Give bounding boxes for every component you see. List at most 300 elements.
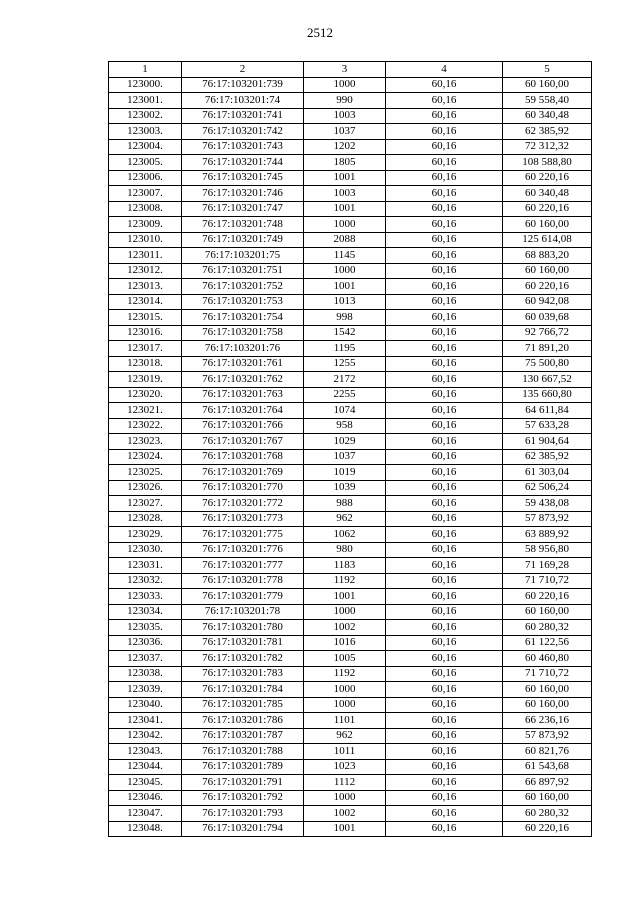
cadastral-number-cell: 76:17:103201:746 [182,186,304,202]
area-cell: 1192 [304,666,386,682]
table-row [109,635,592,651]
row-number-cell: 123009. [109,217,182,233]
cadastral-number-cell: 76:17:103201:769 [182,465,304,481]
area-cell: 1037 [304,449,386,465]
amount-cell: 66 897,92 [503,775,592,791]
rate-cell: 60,16 [386,341,503,357]
table-row [109,418,592,434]
amount-cell: 62 506,24 [503,480,592,496]
area-cell: 1000 [304,682,386,698]
table-row [109,589,592,605]
area-cell: 962 [304,728,386,744]
area-cell: 1019 [304,465,386,481]
table-row [109,759,592,775]
cadastral-number-cell: 76:17:103201:787 [182,728,304,744]
area-cell: 990 [304,93,386,109]
table-row [109,248,592,264]
row-number-cell: 123010. [109,232,182,248]
table-body [109,77,592,837]
area-cell: 1101 [304,713,386,729]
area-cell: 1000 [304,790,386,806]
rate-cell: 60,16 [386,573,503,589]
rate-cell: 60,16 [386,108,503,124]
rate-cell: 60,16 [386,682,503,698]
row-number-cell: 123024. [109,449,182,465]
rate-cell: 60,16 [386,744,503,760]
rate-cell: 60,16 [386,496,503,512]
row-number-cell: 123046. [109,790,182,806]
rate-cell: 60,16 [386,775,503,791]
row-number-cell: 123022. [109,418,182,434]
cadastral-number-cell: 76:17:103201:777 [182,558,304,574]
table-row [109,697,592,713]
table-row [109,465,592,481]
rate-cell: 60,16 [386,356,503,372]
cadastral-number-cell: 76:17:103201:763 [182,387,304,403]
rate-cell: 60,16 [386,232,503,248]
table-row [109,124,592,140]
rate-cell: 60,16 [386,465,503,481]
amount-cell: 57 873,92 [503,511,592,527]
cadastral-number-cell: 76:17:103201:751 [182,263,304,279]
cadastral-number-cell: 76:17:103201:744 [182,155,304,171]
table-row [109,542,592,558]
row-number-cell: 123005. [109,155,182,171]
table-row [109,217,592,233]
area-cell: 958 [304,418,386,434]
table-row [109,790,592,806]
table-row [109,573,592,589]
amount-cell: 62 385,92 [503,124,592,140]
rate-cell: 60,16 [386,186,503,202]
rate-cell: 60,16 [386,139,503,155]
rate-cell: 60,16 [386,620,503,636]
area-cell: 1016 [304,635,386,651]
rate-cell: 60,16 [386,480,503,496]
cadastral-number-cell: 76:17:103201:753 [182,294,304,310]
rate-cell: 60,16 [386,806,503,822]
cadastral-number-cell: 76:17:103201:791 [182,775,304,791]
area-cell: 1001 [304,279,386,295]
amount-cell: 68 883,20 [503,248,592,264]
rate-cell: 60,16 [386,449,503,465]
amount-cell: 61 904,64 [503,434,592,450]
row-number-cell: 123004. [109,139,182,155]
amount-cell: 60 821,76 [503,744,592,760]
rate-cell: 60,16 [386,124,503,140]
area-cell: 1029 [304,434,386,450]
rate-cell: 60,16 [386,403,503,419]
row-number-cell: 123021. [109,403,182,419]
table-row [109,480,592,496]
amount-cell: 60 280,32 [503,806,592,822]
cadastral-number-cell: 76:17:103201:794 [182,821,304,837]
table-row [109,263,592,279]
cadastral-number-cell: 76:17:103201:783 [182,666,304,682]
rate-cell: 60,16 [386,697,503,713]
amount-cell: 57 873,92 [503,728,592,744]
cadastral-number-cell: 76:17:103201:74 [182,93,304,109]
cadastral-number-cell: 76:17:103201:773 [182,511,304,527]
table-row [109,449,592,465]
cadastral-number-cell: 76:17:103201:752 [182,279,304,295]
column-header: 2 [182,62,304,78]
rate-cell: 60,16 [386,93,503,109]
amount-cell: 60 160,00 [503,697,592,713]
cadastral-number-cell: 76:17:103201:768 [182,449,304,465]
amount-cell: 125 614,08 [503,232,592,248]
area-cell: 1542 [304,325,386,341]
row-number-cell: 123000. [109,77,182,93]
rate-cell: 60,16 [386,310,503,326]
table-row [109,821,592,837]
row-number-cell: 123012. [109,263,182,279]
cadastral-number-cell: 76:17:103201:742 [182,124,304,140]
rate-cell: 60,16 [386,759,503,775]
cadastral-number-cell: 76:17:103201:792 [182,790,304,806]
rate-cell: 60,16 [386,387,503,403]
row-number-cell: 123028. [109,511,182,527]
rate-cell: 60,16 [386,217,503,233]
amount-cell: 60 160,00 [503,217,592,233]
area-cell: 1001 [304,170,386,186]
row-number-cell: 123031. [109,558,182,574]
area-cell: 1002 [304,806,386,822]
rate-cell: 60,16 [386,155,503,171]
row-number-cell: 123040. [109,697,182,713]
row-number-cell: 123011. [109,248,182,264]
table-row [109,201,592,217]
column-header: 4 [386,62,503,78]
table-header-row [109,62,592,78]
row-number-cell: 123019. [109,372,182,388]
amount-cell: 66 236,16 [503,713,592,729]
cadastral-number-cell: 76:17:103201:789 [182,759,304,775]
table-row [109,310,592,326]
cadastral-number-cell: 76:17:103201:781 [182,635,304,651]
amount-cell: 60 160,00 [503,263,592,279]
row-number-cell: 123020. [109,387,182,403]
rate-cell: 60,16 [386,713,503,729]
row-number-cell: 123041. [109,713,182,729]
amount-cell: 72 312,32 [503,139,592,155]
cadastral-number-cell: 76:17:103201:779 [182,589,304,605]
amount-cell: 71 710,72 [503,573,592,589]
cadastral-number-cell: 76:17:103201:766 [182,418,304,434]
area-cell: 1003 [304,186,386,202]
row-number-cell: 123016. [109,325,182,341]
rate-cell: 60,16 [386,325,503,341]
area-cell: 2088 [304,232,386,248]
amount-cell: 92 766,72 [503,325,592,341]
row-number-cell: 123039. [109,682,182,698]
cadastral-number-cell: 76:17:103201:778 [182,573,304,589]
cadastral-number-cell: 76:17:103201:776 [182,542,304,558]
area-cell: 1000 [304,604,386,620]
row-number-cell: 123002. [109,108,182,124]
area-cell: 1001 [304,589,386,605]
amount-cell: 60 340,48 [503,108,592,124]
row-number-cell: 123015. [109,310,182,326]
area-cell: 1145 [304,248,386,264]
area-cell: 1112 [304,775,386,791]
rate-cell: 60,16 [386,527,503,543]
cadastral-number-cell: 76:17:103201:758 [182,325,304,341]
area-cell: 1001 [304,821,386,837]
area-cell: 1074 [304,403,386,419]
cadastral-number-cell: 76:17:103201:770 [182,480,304,496]
table-row [109,155,592,171]
amount-cell: 59 438,08 [503,496,592,512]
row-number-cell: 123023. [109,434,182,450]
amount-cell: 60 340,48 [503,186,592,202]
area-cell: 1011 [304,744,386,760]
rate-cell: 60,16 [386,651,503,667]
table-row [109,496,592,512]
area-cell: 1000 [304,697,386,713]
row-number-cell: 123030. [109,542,182,558]
column-header: 5 [503,62,592,78]
area-cell: 1039 [304,480,386,496]
table-row [109,77,592,93]
table-row [109,527,592,543]
table-row [109,775,592,791]
cadastral-number-cell: 76:17:103201:78 [182,604,304,620]
table-row [109,139,592,155]
row-number-cell: 123017. [109,341,182,357]
cadastral-number-cell: 76:17:103201:749 [182,232,304,248]
area-cell: 1805 [304,155,386,171]
row-number-cell: 123013. [109,279,182,295]
rate-cell: 60,16 [386,821,503,837]
row-number-cell: 123014. [109,294,182,310]
rate-cell: 60,16 [386,511,503,527]
table-row [109,558,592,574]
area-cell: 1195 [304,341,386,357]
row-number-cell: 123048. [109,821,182,837]
area-cell: 1023 [304,759,386,775]
cadastral-number-cell: 76:17:103201:741 [182,108,304,124]
area-cell: 1003 [304,108,386,124]
area-cell: 1000 [304,77,386,93]
row-number-cell: 123029. [109,527,182,543]
table-row [109,434,592,450]
table-row [109,356,592,372]
rate-cell: 60,16 [386,542,503,558]
table-row [109,682,592,698]
cadastral-number-cell: 76:17:103201:745 [182,170,304,186]
table-row [109,806,592,822]
row-number-cell: 123018. [109,356,182,372]
amount-cell: 57 633,28 [503,418,592,434]
row-number-cell: 123043. [109,744,182,760]
cadastral-number-cell: 76:17:103201:786 [182,713,304,729]
amount-cell: 75 500,80 [503,356,592,372]
table-row [109,372,592,388]
table-row [109,666,592,682]
row-number-cell: 123006. [109,170,182,186]
amount-cell: 60 160,00 [503,682,592,698]
row-number-cell: 123047. [109,806,182,822]
table-row [109,651,592,667]
rate-cell: 60,16 [386,790,503,806]
cadastral-number-cell: 76:17:103201:767 [182,434,304,450]
area-cell: 988 [304,496,386,512]
amount-cell: 60 942,08 [503,294,592,310]
amount-cell: 60 160,00 [503,77,592,93]
amount-cell: 62 385,92 [503,449,592,465]
cadastral-number-cell: 76:17:103201:788 [182,744,304,760]
area-cell: 1013 [304,294,386,310]
amount-cell: 60 220,16 [503,589,592,605]
amount-cell: 63 889,92 [503,527,592,543]
area-cell: 1192 [304,573,386,589]
amount-cell: 59 558,40 [503,93,592,109]
amount-cell: 61 122,56 [503,635,592,651]
area-cell: 2172 [304,372,386,388]
area-cell: 998 [304,310,386,326]
row-number-cell: 123025. [109,465,182,481]
cadastral-number-cell: 76:17:103201:743 [182,139,304,155]
rate-cell: 60,16 [386,263,503,279]
table-row [109,728,592,744]
amount-cell: 61 303,04 [503,465,592,481]
amount-cell: 60 220,16 [503,170,592,186]
row-number-cell: 123038. [109,666,182,682]
cadastral-number-cell: 76:17:103201:75 [182,248,304,264]
cadastral-number-cell: 76:17:103201:747 [182,201,304,217]
amount-cell: 60 280,32 [503,620,592,636]
table-row [109,511,592,527]
cadastral-number-cell: 76:17:103201:764 [182,403,304,419]
rate-cell: 60,16 [386,418,503,434]
amount-cell: 60 220,16 [503,201,592,217]
area-cell: 2255 [304,387,386,403]
cadastral-number-cell: 76:17:103201:772 [182,496,304,512]
row-number-cell: 123045. [109,775,182,791]
amount-cell: 60 220,16 [503,279,592,295]
cadastral-number-cell: 76:17:103201:76 [182,341,304,357]
table-row [109,604,592,620]
rate-cell: 60,16 [386,635,503,651]
cadastral-number-cell: 76:17:103201:780 [182,620,304,636]
column-header: 1 [109,62,182,78]
page-number: 2512 [307,25,333,40]
amount-cell: 58 956,80 [503,542,592,558]
rate-cell: 60,16 [386,294,503,310]
rate-cell: 60,16 [386,434,503,450]
amount-cell: 108 588,80 [503,155,592,171]
amount-cell: 60 160,00 [503,604,592,620]
row-number-cell: 123033. [109,589,182,605]
rate-cell: 60,16 [386,77,503,93]
cadastral-number-cell: 76:17:103201:754 [182,310,304,326]
table-row [109,341,592,357]
rate-cell: 60,16 [386,604,503,620]
area-cell: 1000 [304,217,386,233]
cadastral-number-cell: 76:17:103201:761 [182,356,304,372]
area-cell: 1002 [304,620,386,636]
table-row [109,325,592,341]
table-row [109,170,592,186]
rate-cell: 60,16 [386,279,503,295]
cadastral-number-cell: 76:17:103201:739 [182,77,304,93]
amount-cell: 60 460,80 [503,651,592,667]
area-cell: 1255 [304,356,386,372]
row-number-cell: 123026. [109,480,182,496]
cadastral-number-cell: 76:17:103201:775 [182,527,304,543]
area-cell: 962 [304,511,386,527]
amount-cell: 60 220,16 [503,821,592,837]
amount-cell: 60 039,68 [503,310,592,326]
cadastral-number-cell: 76:17:103201:748 [182,217,304,233]
amount-cell: 130 667,52 [503,372,592,388]
rate-cell: 60,16 [386,201,503,217]
area-cell: 1062 [304,527,386,543]
area-cell: 1183 [304,558,386,574]
row-number-cell: 123044. [109,759,182,775]
row-number-cell: 123042. [109,728,182,744]
row-number-cell: 123027. [109,496,182,512]
table-row [109,279,592,295]
rate-cell: 60,16 [386,248,503,264]
cadastral-number-cell: 76:17:103201:762 [182,372,304,388]
table-row [109,744,592,760]
table-row [109,620,592,636]
table-row [109,713,592,729]
table-row [109,403,592,419]
cadastral-number-cell: 76:17:103201:785 [182,697,304,713]
table-row [109,186,592,202]
area-cell: 1001 [304,201,386,217]
amount-cell: 71 891,20 [503,341,592,357]
amount-cell: 61 543,68 [503,759,592,775]
row-number-cell: 123034. [109,604,182,620]
cadastral-number-cell: 76:17:103201:782 [182,651,304,667]
table-row [109,387,592,403]
amount-cell: 135 660,80 [503,387,592,403]
rate-cell: 60,16 [386,728,503,744]
rate-cell: 60,16 [386,558,503,574]
cadastral-number-cell: 76:17:103201:793 [182,806,304,822]
area-cell: 1005 [304,651,386,667]
table-row [109,108,592,124]
table-row [109,294,592,310]
row-number-cell: 123036. [109,635,182,651]
rate-cell: 60,16 [386,589,503,605]
rate-cell: 60,16 [386,666,503,682]
area-cell: 1037 [304,124,386,140]
amount-cell: 60 160,00 [503,790,592,806]
area-cell: 980 [304,542,386,558]
row-number-cell: 123007. [109,186,182,202]
table-row [109,93,592,109]
row-number-cell: 123037. [109,651,182,667]
area-cell: 1202 [304,139,386,155]
row-number-cell: 123001. [109,93,182,109]
data-table [108,61,592,837]
column-header: 3 [304,62,386,78]
amount-cell: 71 710,72 [503,666,592,682]
amount-cell: 71 169,28 [503,558,592,574]
cadastral-number-cell: 76:17:103201:784 [182,682,304,698]
table-row [109,232,592,248]
rate-cell: 60,16 [386,170,503,186]
rate-cell: 60,16 [386,372,503,388]
row-number-cell: 123035. [109,620,182,636]
row-number-cell: 123008. [109,201,182,217]
row-number-cell: 123032. [109,573,182,589]
